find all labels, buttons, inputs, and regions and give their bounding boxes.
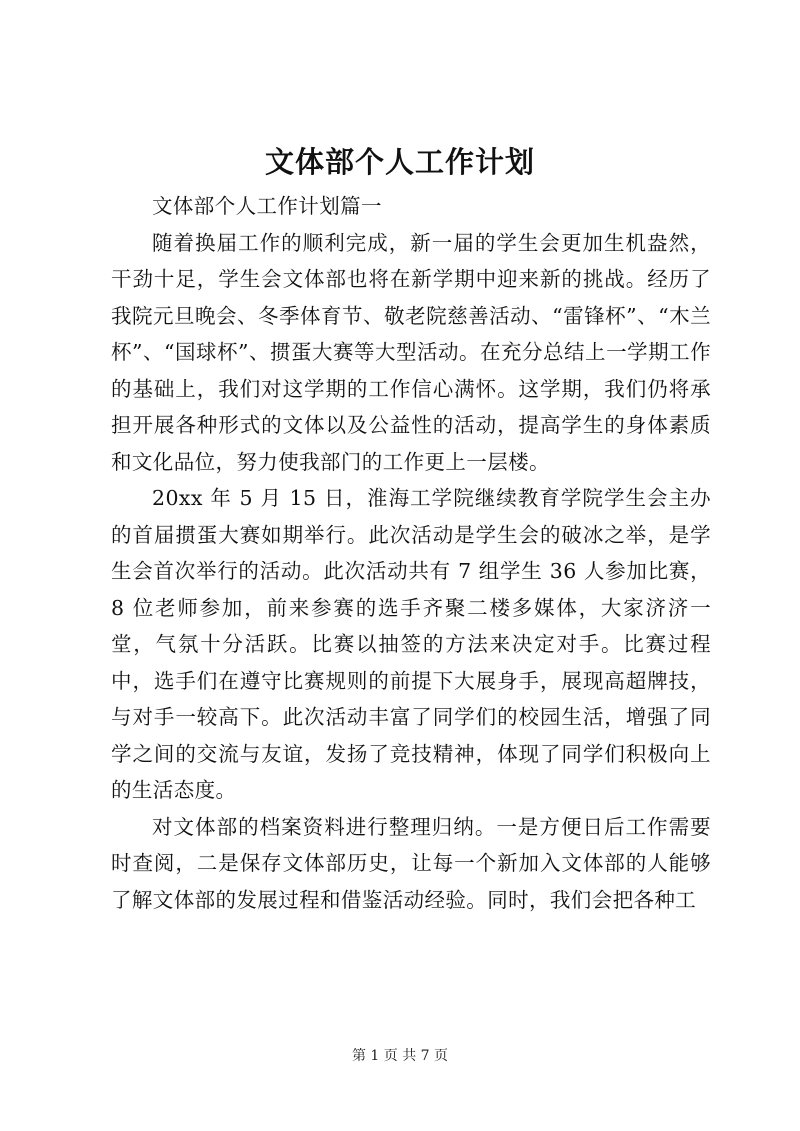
page-footer: 第 1 页 共 7 页 — [351, 1048, 449, 1064]
document-title: 文体部个人工作计划 — [264, 145, 535, 179]
paragraph-archive: 对文体部的档案资料进行整理归纳。一是方便日后工作需要时查阅，二是保存文体部历史，让每一个新加入文体部的人能够了解文体部的发展过程和借鉴活动经验。同时，我们会把各种工 — [111, 814, 711, 912]
paragraph-intro: 随着换届工作的顺利完成，新一届的学生会更加生机盎然，干劲十足，学生会文体部也将在新学期中迎来新的挑战。经历了我院元旦晚会、冬季体育节、敬老院慈善活动、“雷锋杯”、“木兰杯”、“国球杯”、掼蛋大赛等大型活动。在充分总结上一学期工作的基础上，我们对这学期的工作信心满怀。这学期，我们仍将承担开展各种形式的文体以及公益性的活动，提高学生的身体素质和文化品位，努力使我部门的工作更上一层楼。 — [111, 230, 711, 474]
section-heading: 文体部个人工作计划篇一 — [152, 194, 382, 218]
document-body — [111, 188, 711, 918]
paragraph-event: 20xx 年 5 月 15 日，淮海工学院继续教育学院学生会主办的首届掼蛋大赛如期举行。此次活动是学生会的破冰之举，是学生会首次举行的活动。此次活动共有 7 组学生 36 人参加比赛，8 位老师参加，前来参赛的选手齐聚二楼多媒体，大家济济一堂，气氛十分活跃。比赛以抽签的方法来决定对手。比赛过程中，选手们在遵守比赛规则的前提下大展身手，展现高超牌技，与对手一较高下。此次活动丰富了同学们的校园生活，增强了同学之间的交流与友谊，发扬了竞技精神，体现了同学们积极向上的生活态度。 — [111, 486, 711, 802]
